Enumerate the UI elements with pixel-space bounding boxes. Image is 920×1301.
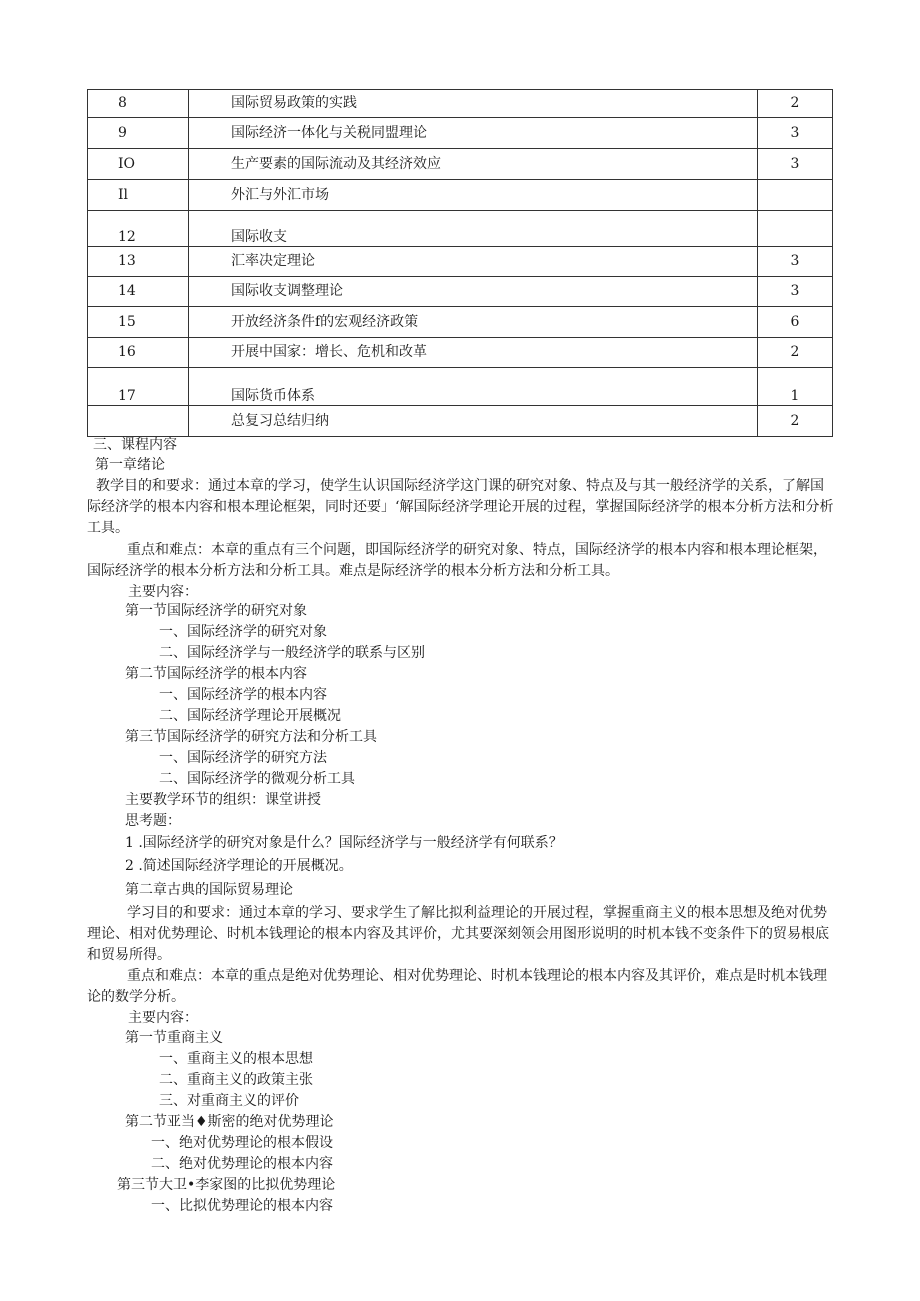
row-number bbox=[88, 406, 189, 437]
chapter-1-objectives: 教学目的和要求：通过本章的学习，使学生认识国际经济学这门课的研究对象、特点及与其一般经济学的关系，了解国际经济学的根本内容和根本理论框架，同时还要」‘解国际经济学理论开展的过程，掌握国际经济学的根本分析方法和分析工具。 bbox=[87, 478, 834, 536]
chapter-2-section-2: 第二节亚当♦斯密的绝对优势理论 bbox=[125, 1114, 334, 1130]
chapter-2-section-2-item-2: 二、绝对优势理论的根本内容 bbox=[151, 1156, 333, 1172]
table-row bbox=[88, 307, 833, 338]
row-hours: 3 bbox=[758, 149, 833, 180]
chapter-1-section-1-item-1: 一、国际经济学的研究对象 bbox=[159, 624, 327, 640]
chapter-1-section-3: 第三节国际经济学的研究方法和分析工具 bbox=[125, 729, 377, 745]
row-topic: 国际收支调整理论 bbox=[189, 277, 758, 307]
chapter-2-objectives: 学习目的和要求：通过本章的学习、要求学生了解比拟利益理论的开展过程，掌握重商主义的根本思想及绝对优势理论、相对优势理论、时机本钱理论的根本内容及其评价，尤其要深刻领会用图形说明的时机本钱不变条件下的贸易根底和贸易所得。 bbox=[87, 905, 829, 963]
table-row bbox=[88, 149, 833, 180]
chapter-1-section-1: 第一节国际经济学的研究对象 bbox=[125, 603, 307, 619]
chapter-1-section-3-item-2: 二、国际经济学的微观分析工具 bbox=[159, 771, 355, 787]
row-topic: 国际收支 bbox=[189, 211, 758, 247]
chapter-1-main-label: 主要内容： bbox=[128, 584, 198, 600]
table-row bbox=[88, 211, 833, 247]
row-hours: 1 bbox=[758, 368, 833, 406]
chapter-2-main-label: 主要内容： bbox=[128, 1010, 198, 1026]
chapter-1-section-2: 第二节国际经济学的根本内容 bbox=[125, 666, 307, 682]
table-row bbox=[88, 338, 833, 368]
row-hours bbox=[758, 211, 833, 247]
row-hours: 6 bbox=[758, 307, 833, 338]
row-topic: 汇率决定理论 bbox=[189, 247, 758, 277]
row-number: Il bbox=[88, 180, 189, 211]
row-topic: 开展中国家：增长、危机和改革 bbox=[189, 338, 758, 368]
row-number: 15 bbox=[88, 307, 189, 338]
chapter-1-section-2-item-2: 二、国际经济学理论开展概况 bbox=[159, 708, 341, 724]
chapter-2-section-1-item-2: 二、重商主义的政策主张 bbox=[159, 1072, 313, 1088]
row-number: 17 bbox=[88, 368, 189, 406]
row-hours: 2 bbox=[758, 338, 833, 368]
row-number: 14 bbox=[88, 277, 189, 307]
row-hours bbox=[758, 180, 833, 211]
row-number: 8 bbox=[88, 90, 189, 118]
chapter-1-question-1: 1 .国际经济学的研究对象是什么？国际经济学与一般经济学有何联系？ bbox=[125, 835, 563, 851]
chapter-2-section-1-item-1: 一、重商主义的根本思想 bbox=[159, 1051, 313, 1067]
table-row bbox=[88, 368, 833, 406]
chapter-2-title: 第二章古典的国际贸易理论 bbox=[125, 882, 293, 898]
section-heading: 三、课程内容 bbox=[93, 437, 177, 453]
row-number: 12 bbox=[88, 211, 189, 247]
chapter-1-section-2-item-1: 一、国际经济学的根本内容 bbox=[159, 687, 327, 703]
chapter-1-question-2: 2 .简述国际经济学理论的开展概况。 bbox=[125, 858, 353, 874]
chapter-1-section-3-item-1: 一、国际经济学的研究方法 bbox=[159, 750, 327, 766]
chapter-2-section-1-item-3: 三、对重商主义的评价 bbox=[159, 1093, 299, 1109]
table-row bbox=[88, 118, 833, 149]
row-topic: 生产要素的国际流动及其经济效应 bbox=[189, 149, 758, 180]
chapter-1-section-1-item-2: 二、国际经济学与一般经济学的联系与区别 bbox=[159, 645, 425, 661]
table-row bbox=[88, 277, 833, 307]
chapter-2-section-3: 第三节大卫•李家图的比拟优势理论 bbox=[117, 1177, 336, 1193]
row-topic: 国际经济一体化与关税同盟理论 bbox=[189, 118, 758, 149]
table-row bbox=[88, 180, 833, 211]
row-hours: 3 bbox=[758, 118, 833, 149]
chapter-1-title: 第一章绪论 bbox=[95, 457, 165, 473]
course-hours-table bbox=[87, 89, 833, 437]
chapter-2-section-2-item-1: 一、绝对优势理论的根本假设 bbox=[151, 1135, 333, 1151]
row-number: 9 bbox=[88, 118, 189, 149]
table-row bbox=[88, 90, 833, 118]
row-topic: 国际货币体系 bbox=[189, 368, 758, 406]
chapter-1-key-points: 重点和难点：本章的重点有三个问题，即国际经济学的研究对象、特点，国际经济学的根本内容和根本理论框架，国际经济学的根本分析方法和分析工具。难点是际经济学的根本分析方法和分析工具。 bbox=[87, 542, 827, 579]
row-topic: 开放经济条件f的宏观经济政策 bbox=[189, 307, 758, 338]
chapter-2-section-1: 第一节重商主义 bbox=[125, 1030, 223, 1046]
chapter-1-teaching: 主要教学环节的组织：课堂讲授 bbox=[125, 792, 321, 808]
row-topic: 国际贸易政策的实践 bbox=[189, 90, 758, 118]
table-row bbox=[88, 406, 833, 437]
row-hours: 3 bbox=[758, 247, 833, 277]
row-number: 13 bbox=[88, 247, 189, 277]
chapter-2-key-points: 重点和难点：本章的重点是绝对优势理论、相对优势理论、时机本钱理论的根本内容及其评价，难点是时机本钱理论的数学分析。 bbox=[87, 968, 827, 1005]
row-hours: 2 bbox=[758, 90, 833, 118]
row-number: IO bbox=[88, 149, 189, 180]
row-hours: 2 bbox=[758, 406, 833, 437]
row-topic: 外汇与外汇市场 bbox=[189, 180, 758, 211]
chapter-1-questions-label: 思考题： bbox=[125, 813, 181, 829]
chapter-2-section-3-item-1: 一、比拟优势理论的根本内容 bbox=[151, 1198, 333, 1214]
table-row bbox=[88, 247, 833, 277]
row-number: 16 bbox=[88, 338, 189, 368]
row-topic: 总复习总结归纳 bbox=[189, 406, 758, 437]
row-hours: 3 bbox=[758, 277, 833, 307]
